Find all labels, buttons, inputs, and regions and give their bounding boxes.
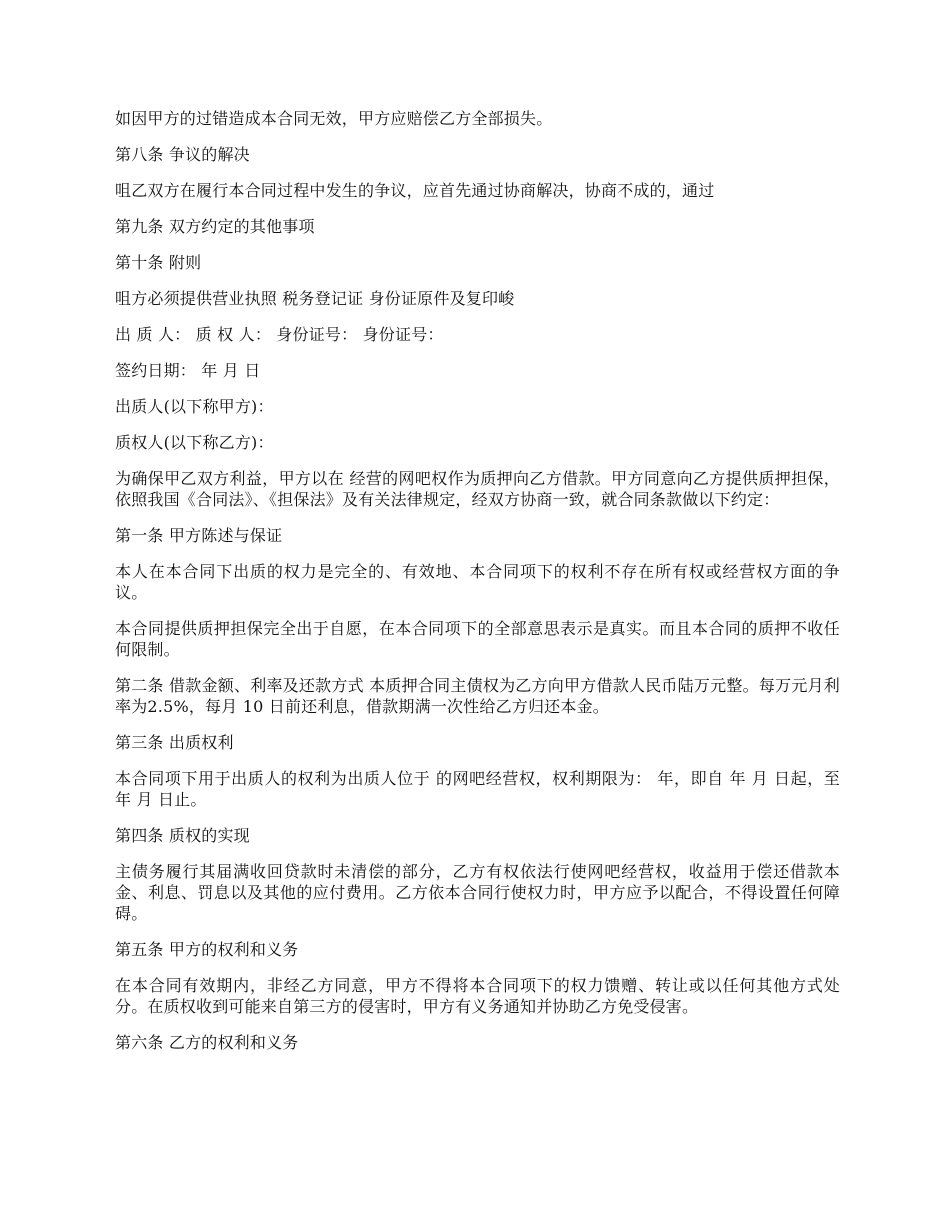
- paragraph-voluntary-pledge: 本合同提供质押担保完全出于自愿，在本合同项下的全部意思表示是真实。而且本合同的质押不收任何限制。: [115, 619, 840, 659]
- paragraph-dispute-resolution: 咀乙双方在履行本合同过程中发生的争议，应首先通过协商解决，协商不成的，通过: [115, 181, 715, 200]
- heading-article-8: 第八条 争议的解决: [115, 145, 250, 164]
- heading-article-5: 第五条 甲方的权利和义务: [115, 940, 299, 959]
- signature-fields-line: 出 质 人： 质 权 人： 身份证号： 身份证号：: [115, 325, 444, 344]
- heading-article-9: 第九条 双方约定的其他事项: [115, 217, 315, 236]
- heading-article-6: 第六条 乙方的权利和义务: [115, 1033, 299, 1052]
- heading-article-10: 第十条 附则: [115, 253, 202, 272]
- document-page: [115, 108, 840, 1068]
- signing-date-line: 签约日期： 年 月 日: [115, 361, 261, 380]
- heading-article-4: 第四条 质权的实现: [115, 826, 250, 845]
- paragraph-party-a-obligations: 在本合同有效期内，非经乙方同意，甲方不得将本合同项下的权力馈赠、转让或以任何其他方式处分。在质权收到可能来自第三方的侵害时，甲方有义务通知并协助乙方免受侵害。: [115, 976, 840, 1016]
- heading-article-1: 第一条 甲方陈述与保证: [115, 526, 283, 545]
- heading-article-3: 第三条 出质权利: [115, 733, 234, 752]
- pledgor-line: 出质人(以下称甲方)：: [115, 397, 274, 416]
- paragraph-pledged-rights: 本合同项下用于出质人的权利为出质人位于 的网吧经营权，权利期限为： 年，即自 年 月 日起，至 年 月 日止。: [115, 769, 840, 809]
- pledgee-line: 质权人(以下称乙方)：: [115, 433, 274, 452]
- paragraph-invalid-contract-liability: 如因甲方的过错造成本合同无效，甲方应赔偿乙方全部损失。: [115, 109, 553, 128]
- paragraph-rights-complete: 本人在本合同下出质的权力是完全的、有效地、本合同项下的权利不存在所有权或经营权方面的争议。: [115, 562, 840, 602]
- paragraph-preamble: 为确保甲乙双方利益，甲方以在 经营的网吧权作为质押向乙方借款。甲方同意向乙方提供质押担保，依照我国《合同法》、《担保法》及有关法律规定，经双方协商一致，就合同条款做以下约定：: [115, 469, 840, 509]
- paragraph-article-2-loan-terms: 第二条 借款金额、利率及还款方式 本质押合同主债权为乙方向甲方借款人民币陆万元整。每万元月利率为2.5%，每月 10 日前还利息，借款期满一次性给乙方归还本金。: [115, 676, 840, 716]
- paragraph-pledge-realization: 主债务履行其届满收回贷款时未清偿的部分，乙方有权依法行使网吧经营权，收益用于偿还借款本金、利息、罚息以及其他的应付费用。乙方依本合同行使权力时，甲方应予以配合，不得设置任何障碍。: [115, 862, 840, 923]
- paragraph-required-documents: 咀方必须提供营业执照 税务登记证 身份证原件及复印峻: [115, 289, 515, 308]
